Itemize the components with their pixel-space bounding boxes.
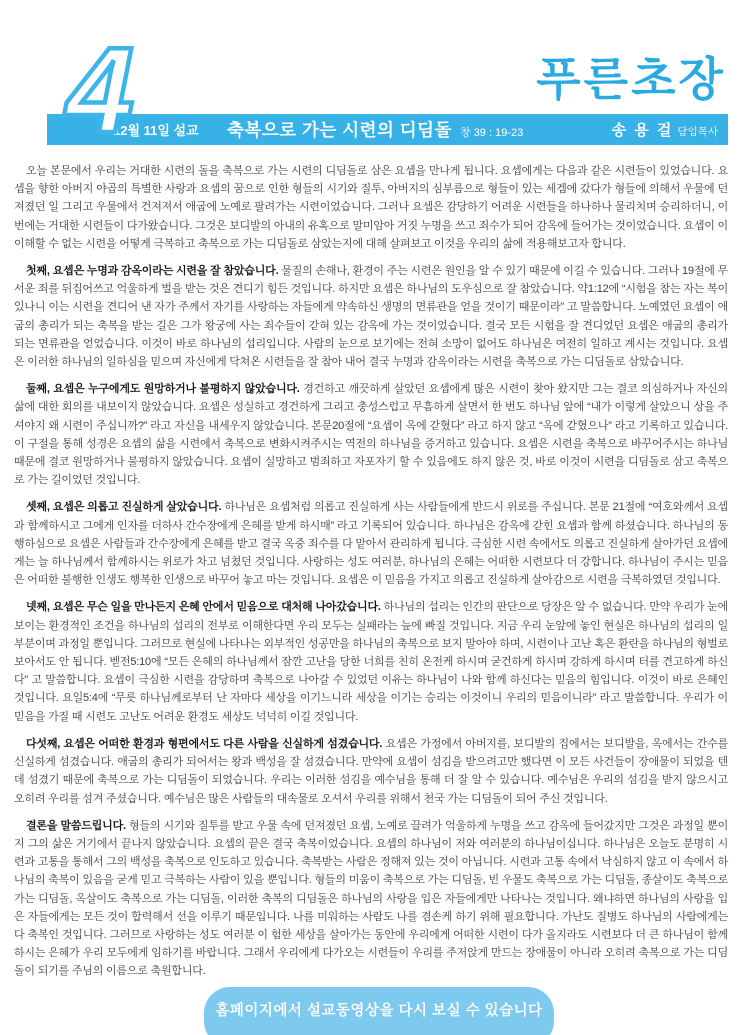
paragraph-lead: 넷째, 요셉은 무슨 일을 만나든지 은혜 안에서 믿음으로 대처해 나아갔습니다. [26, 601, 381, 614]
paragraph-lead: 결론을 말씀드립니다. [26, 819, 126, 832]
sermon-date-label: 12월 11일 설교 [113, 123, 199, 138]
paragraph-point-1 [14, 262, 728, 371]
sermon-body [14, 162, 728, 990]
svg-text:4: 4 [66, 22, 134, 155]
paragraph-lead: 셋째, 요셉은 의롭고 진실하게 살았습니다. [26, 501, 222, 514]
paragraph-point-5 [14, 735, 728, 808]
footer-notice [204, 987, 554, 1035]
scripture-reference: 창 39 : 19-23 [460, 127, 524, 139]
paragraph-text: 요셉은 가정에서 아버지를, 보디발의 집에서는 보디발을, 옥에서는 간수를 신실하게 섬겼습니다. 애굽의 총리가 되어서는 왕과 백성을 잘 섬겼습니다. 만약에 요셉이 섬김을 받으려고만 했다면 이 모든 사건들이 장애물이 되었을 텐데 섬겼기 때문에 축복으로 가는 디딤돌이 되었습니다. 우리는 이러한 섬김을 예수님을 통해 더 잘 알 수 있습니다. 예수님은 우리의 섬김을 받지 않으시고 오히려 우리를 섬겨 주셨습니다. 예수님은 많은 사람들의 대속물로 오셔서 우리를 위해서 천국 가는 디딤돌이 되어 주신 것입니다. [14, 737, 729, 805]
preacher-title: 담임목사 [677, 126, 718, 138]
paragraph-text: 경건하고 깨끗하게 살았던 요셉에게 많은 시련이 찾아 왔지만 그는 결코 의심하거나 자신의 삶에 대한 회의를 내보이지 않았습니다. 요셉은 성실하고 경건하게 그리고 충성스럽고 무흠하게 살면서 한 번도 하나님 앞에 “내가 이렇게 살았으니 상을 주셔야지 왜 시련이 주십니까?” 라고 자신을 내세우지 않았습니다. 본문20절에 “요셉이 옥에 갇혔다” 라고 하지 않고 “옥에 갇혔으나” 라고 기록하고 있습니다. 이 구절을 통해 성경은 요셉의 삶을 시련에서 축복으로 변화시켜주시는 역전의 하나님을 증거하고 있습니다. 요셉은 시련을 축복으로 바꾸어주시는 하나님 때문에 결코 원망하거나 불평하지 않았습니다. 요셉이 실망하고 범죄하고 자포자기 할 수 있음에도 하지 않은 것, 바로 이것이 시련을 디딤돌로 삼고 축복으로 가는 길이었던 것입니다. [14, 383, 728, 487]
paragraph-text: 하나님은 요셉처럼 의롭고 진실하게 사는 사람들에게 반드시 위로를 주십니다. 본문 21절에 “여호와께서 요셉과 함께하시고 그에게 인자를 더하사 간수장에게 은혜를 받게 하시매” 라고 기록되어 있습니다. 하나님은 감옥에 갇힌 요셉과 함께 하셨습니다. 하나님의 동행하심으로 요셉은 사람들과 간수장에게 은혜를 받고 결국 옥중 죄수를 다 맡아서 관리하게 됩니다. 극심한 시련 속에서도 의롭고 진실하게 살아가던 요셉에게는 늘 하나님께서 함께하시는 위로가 차고 넘쳤던 것입니다. 사랑하는 성도 여러분, 하나님의 은혜는 어떠한 시련보다 더 강합니다. 하나님이 주시는 믿음은 어떠한 불행한 인생도 행복한 인생으로 바꾸어 놓고 마는 것입니다. 요셉은 이 믿음을 가지고 의롭고 진실하게 살아감으로 시련을 극복하였던 것입니다. [14, 501, 728, 587]
paragraph-point-4 [14, 598, 728, 725]
paragraph-point-3 [14, 498, 728, 589]
paragraph-text: 오늘 본문에서 우리는 거대한 시련의 돌을 축복으로 가는 시련의 디딤돌로 삼은 요셉을 만나게 됩니다. 요셉에게는 다음과 같은 시련들이 있었습니다. 요셉을 향한 아버지 야곱의 특별한 사랑과 요셉의 꿈으로 인한 형들의 시기와 질투, 아버지의 심부름으로 형들이 있는 세겜에 갔다가 형들에 의해서 우물에 던져졌던 일 그리고 우물에서 건져져서 애굽에 노예로 팔려가는 시련이었습니다. 그러나 요셉은 감당하기 어려운 시련들을 하나하나 물리치며 승리하더니, 이번에는 거대한 시련들이 다가왔습니다. 그것은 보디발의 아내의 유혹으로 말미암아 거짓 누명을 쓰고 죄수가 되어 감옥에 들어가는 것이었습니다. 요셉이 이 이해할 수 없는 시련을 어떻게 극복하고 축복으로 가는 디딤돌로 삼았는지에 대해 살펴보고 이것을 우리의 삶에 적용해보고자 합니다. [14, 165, 728, 250]
footer-notice-text: 홈페이지에서 설교동영상을 다시 보실 수 있습니다 [215, 1003, 543, 1019]
paragraph-lead: 둘째, 요셉은 누구에게도 원망하거나 불평하지 않았습니다. [26, 383, 300, 396]
sermon-title: 축복으로 가는 시련의 디딤돌 [227, 120, 452, 140]
paragraph-intro [14, 162, 728, 253]
paragraph-lead: 다섯째, 요셉은 어떠한 환경과 형편에서도 다른 사람을 신실하게 섬겼습니다. [26, 737, 383, 750]
masthead-title: 푸른초장 [536, 53, 726, 105]
paragraph-lead: 첫째, 요셉은 누명과 감옥이라는 시련을 잘 참았습니다. [26, 265, 279, 278]
preacher-name: 송 용 걸 [611, 122, 674, 139]
preacher-group [612, 119, 718, 140]
paragraph-conclusion [14, 817, 728, 981]
paragraph-point-2 [14, 380, 728, 489]
page-number [50, 20, 160, 155]
paragraph-text: 형들의 시기와 질투를 받고 우물 속에 던져졌던 요셉, 노예로 끌려가 억울하게 누명을 쓰고 감옥에 들어갔지만 그것은 과정일 뿐이지 그의 삶은 거기에서 끝나지 않았습니다. 요셉의 끝은 결국 축복이었습니다. 요셉의 하나님이 저와 여러분의 하나님이십니다. 하나님은 오늘도 분명히 시련과 고통을 통해서 그의 백성을 축복으로 인도하고 있습니다. 축복받는 사람은 정해져 있는 것이 아닙니다. 시련과 고통 속에서 낙심하지 않고 이 속에서 하나님의 축복이 있음을 굳게 믿고 극복하는 사람이 있을 뿐입니다. 형들의 미움이 축복으로 가는 디딤돌, 빈 우물도 축복으로 가는 디딤돌, 종살이도 축복으로 가는 디딤돌, 옥살이도 축복으로 가는 디딤돌, 이러한 축복의 디딤돌은 하나님의 사랑을 입은 자들에게만 나타나는 것입니다. 왜냐하면 하나님의 사랑을 입은 자들에게는 모든 것이 합력해서 선을 이루기 때문입니다. 나를 미워하는 사람도 나를 겸손케 하기 위해 필요합니다. 가난도 질병도 하나님의 사람에게는 다 축복인 것입니다. 그러므로 사랑하는 성도 여러분 이 험한 세상을 살아가는 동안에 우리에게 어떠한 시련이 다가 올지라도 시련보다 더 큰 하나님이 함께 하시는 은혜가 우리 모두에게 임하기를 바랍니다. 그래서 우리에게 다가오는 시련들이 우리를 주저앉게 만드는 장애물이 아니라 오히려 축복으로 가는 디딤돌이 되기를 주님의 이름으로 축원합니다. [14, 819, 729, 978]
paragraph-text: 물질의 손해나, 환경이 주는 시련은 원인을 알 수 있기 때문에 이길 수 있습니다. 그러나 19절에 무서운 죄를 뒤집어쓰고 억울하게 벌을 받는 것은 견디기 힘든 것입니다. 하지만 요셉은 하나님의 도우심으로 잘 참았습니다. 약1:12에 “시험을 참는 자는 복이 있나니 이는 시련을 견디어 낸 자가 주께서 자기를 사랑하는 자들에게 약속하신 생명의 면류관을 얻을 것이기 때문이라” 고 말씀합니다. 노예였던 요셉이 애굽의 총리가 되는 축복을 받는 길은 그가 왕궁에 사는 죄수들이 갇혀 있는 감옥에 가는 것이었습니다. 결국 모든 시험을 잘 견디었던 요셉은 애굽의 총리가 되는 면류관을 얻었습니다. 이것이 바로 하나님의 섭리입니다. 사람의 눈으로 보기에는 전혀 소망이 없어도 하나님은 여전히 일하고 계시는 것입니다. 요셉은 이러한 하나님의 일하심을 믿으며 자신에게 닥쳐온 시련들을 잘 참아 내어 결국 누명과 감옥이라는 시련을 축복으로 가는 디딤돌로 삼았습니다. [14, 265, 728, 369]
sermon-title-group [227, 117, 523, 142]
paragraph-text: 하나님의 섭리는 인간의 판단으로 당장은 알 수 없습니다. 만약 우리가 눈에 보이는 환경적인 조건을 하나님의 섭리의 전부로 이해한다면 우리 모두는 실패라는 늪에 빠질 것입니다. 지금 우리 눈앞에 놓인 현실은 하나님의 섭리의 일부분이며 과정일 뿐입니다. 그러므로 현실에 나타나는 외부적인 성공만을 하나님의 축복으로 보지 말아야 하며, 시련이나 고난 혹은 환란을 하나님의 형벌로 보아서도 안 됩니다. 벧전5:10에 “모든 은혜의 하나님께서 잠깐 고난을 당한 너희를 친히 온전케 하시며 굳건하게 하시며 강하게 하시며 터를 견고하게 하신다” 고 말씀합니다. 요셉이 극심한 시련을 감당하며 축복으로 나아갈 수 있었던 이유는 하나님이 나와 함께 하신다는 믿음의 힘입니다. 이것이 바로 은혜인 것입니다. 요일5:4에 “무릇 하나님께로부터 난 자마다 세상을 이기느니라 세상을 이기는 승리는 이것이니 우리의 믿음이니라” 라고 말씀합니다. 우리가 이 믿음을 가질 때 시련도 고난도 어려운 환경도 세상도 넉넉히 이길 것입니다. [14, 601, 728, 723]
